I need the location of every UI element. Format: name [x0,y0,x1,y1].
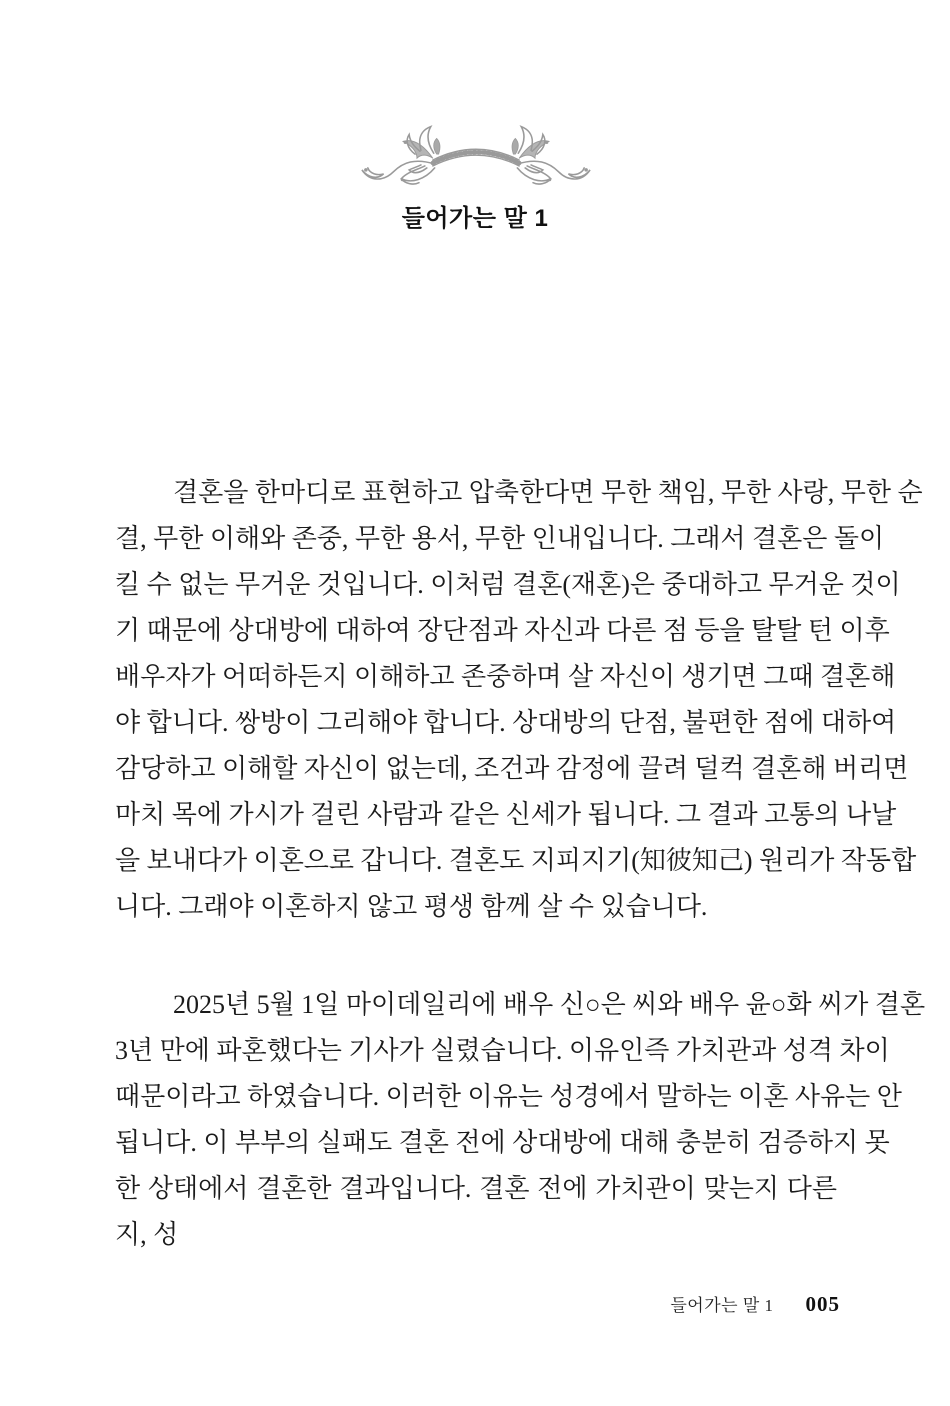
text-line: 한 상태에서 결혼한 결과입니다. 결혼 전에 가치관이 맞는지 다른지, 성 [115,1174,837,1249]
text-line: 2025년 5월 1일 마이데일리에 배우 신○은 씨와 배우 윤○화 씨가 결혼 [173,990,926,1019]
text-line: 결, 무한 이해와 존중, 무한 용서, 무한 인내입니다. 그래서 결혼은 돌이 [115,524,885,553]
paragraph [115,470,923,930]
text-line: 킬 수 없는 무거운 것입니다. 이처럼 결혼(재혼)은 중대하고 무거운 것이 [115,570,901,599]
body-text [115,470,926,1249]
text-line: 야 합니다. 쌍방이 그리해야 합니다. 상대방의 단점, 불편한 점에 대하여 [115,708,897,737]
footer-section-label: 들어가는 말 1 [670,1296,774,1315]
paragraph [115,982,926,1249]
chapter-title: 들어가는 말 1 [401,205,549,232]
flourish-ornament-icon [358,124,594,204]
footer-page-number: 005 [805,1292,840,1316]
text-line: 마치 목에 가시가 걸린 사람과 같은 신세가 됩니다. 그 결과 고통의 나날 [115,800,897,829]
text-line: 3년 만에 파혼했다는 기사가 실렸습니다. 이유인즉 가치관과 성격 차이 [115,1036,890,1065]
text-line: 때문이라고 하였습니다. 이러한 이유는 성경에서 말하는 이혼 사유는 안 [115,1082,902,1111]
text-line: 기 때문에 상대방에 대하여 장단점과 자신과 다른 점 등을 탈탈 턴 이후 [115,616,890,645]
page-footer [670,1290,840,1321]
text-line: 결혼을 한마디로 표현하고 압축한다면 무한 책임, 무한 사랑, 무한 순 [173,478,923,507]
text-line: 배우자가 어떠하든지 이해하고 존중하며 살 자신이 생기면 그때 결혼해 [115,662,896,691]
text-line: 감당하고 이해할 자신이 없는데, 조건과 감정에 끌려 덜컥 결혼해 버리면 [115,754,909,783]
text-line: 됩니다. 이 부부의 실패도 결혼 전에 상대방에 대해 충분히 검증하지 못 [115,1128,890,1157]
text-line: 니다. 그래야 이혼하지 않고 평생 함께 살 수 있습니다. [115,892,708,921]
text-line: 을 보내다가 이혼으로 갑니다. 결혼도 지피지기(知彼知己) 원리가 작동합 [115,846,917,875]
